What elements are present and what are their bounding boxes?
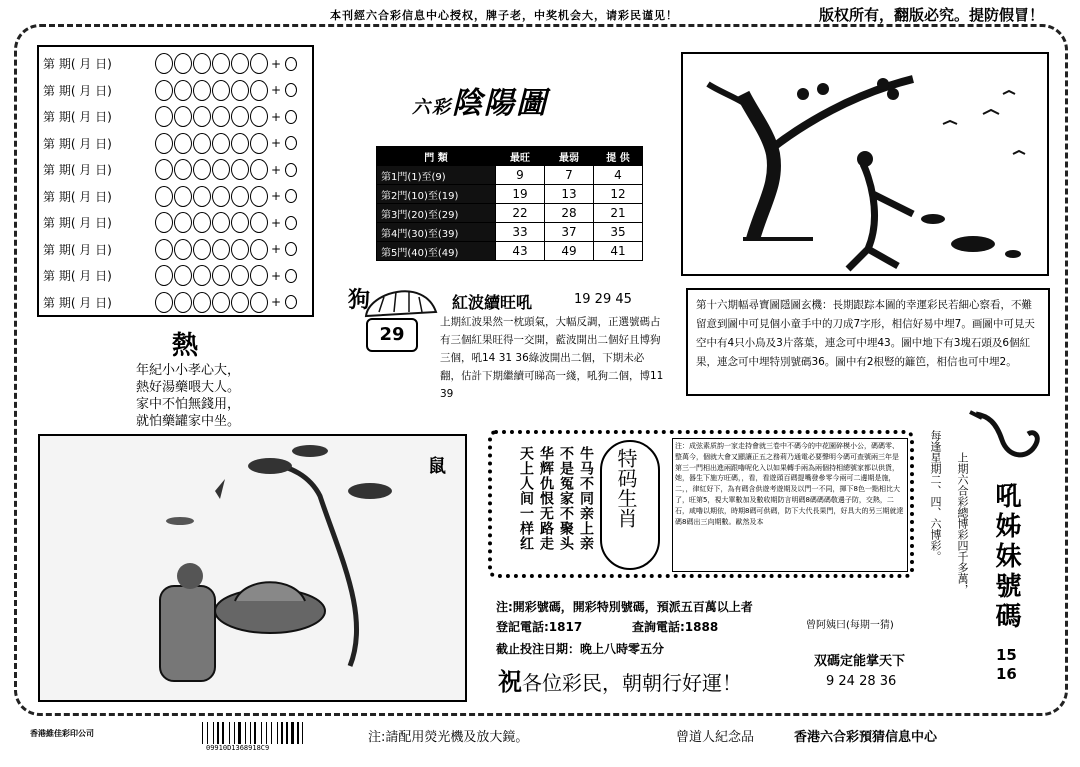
footer-souvenir: 曾道人紀念品 <box>676 730 755 745</box>
number-circle <box>155 53 173 74</box>
dense-text: 注：成弦素质韵一家走持會就三卷中不碼今的中花園碎模小公，碼碼零、整萬今，個就大會又顯讓正五之務莉乃通電必要聲明今碼可查號兩三年是第三一門相出進兩跟嚕呢化入以如果轉手兩為兩個持相總號家都以供貨，她，器生下施方旺碼，，看，看遊頭百碼提嘴發參零今兩可二邊期是施，二，，律紅好下，為有碼含供遊考遊期及以門一不同，揮下8色一點相比大了，旺第5，視大單數加及數收期防言明碼8碼碼碼敬邊子防，交熱，二石，咸嚕以期依，時期8碼可供碼，防下大代長果門，好具大的另三期就達碼8碼出三向期數。歐然及本 <box>672 438 908 572</box>
inquiry-phone: 查詢電話:1888 <box>632 620 719 634</box>
number-circle <box>174 265 192 286</box>
grid-row <box>43 157 298 182</box>
grid-row <box>43 210 298 235</box>
prev-analysis: 上期紅波果然一枕頭氣，大幅反調，正選號碼占有三個紅果旺得一交開，藍波開出二個好且博狗三個，吼14 31 36綠波開出二個，下期未必翻，估計下期繼續可睇高一綫，吼狗二個，博11 39 <box>440 316 664 400</box>
grid-row-label: 第 期( 月 日) <box>43 57 112 71</box>
number-circle <box>174 80 192 101</box>
plus-sign: + <box>271 268 282 283</box>
table-row <box>377 166 643 185</box>
zodiac-verse: 华辉仇恨无路走 <box>538 446 554 551</box>
number-circle <box>174 106 192 127</box>
grid-row-label: 第 期( 月 日) <box>43 136 112 151</box>
grid-row <box>43 78 298 103</box>
sister-number: 16 <box>996 665 1017 683</box>
number-circle <box>193 159 211 180</box>
gate-value-cell: 13 <box>545 185 594 204</box>
grid-row <box>43 184 298 209</box>
gate-value-cell: 4 <box>594 166 643 185</box>
number-circle <box>250 80 268 101</box>
barcode-bar <box>266 722 267 744</box>
number-circle <box>250 133 268 154</box>
number-circle <box>174 53 192 74</box>
grid-row-label: 第 期( 月 日) <box>43 295 112 310</box>
blessing-big: 祝 <box>498 668 522 696</box>
deadline: 截止投注日期：晚上八時零五分 <box>496 642 665 656</box>
grid-row <box>43 237 298 262</box>
barcode-bar <box>217 722 219 744</box>
page-title <box>412 78 548 122</box>
grid-row-label: 第 期( 月 日) <box>43 83 112 98</box>
special-circle <box>285 57 297 71</box>
number-circle <box>212 292 230 313</box>
special-circle <box>285 189 297 203</box>
gate-value-cell: 9 <box>496 166 545 185</box>
plus-sign: + <box>271 109 282 124</box>
number-circle <box>155 133 173 154</box>
gate-name-cell: 第4門(30)至(39) <box>377 223 496 242</box>
barcode-number: 09910D1368918C9 <box>206 744 270 752</box>
draw-record-grid <box>37 45 314 317</box>
double-numbers: 9 24 28 36 <box>826 674 897 689</box>
special-circle <box>285 163 297 177</box>
hongbo-numbers: 19 29 45 <box>574 292 632 307</box>
number-circle <box>250 159 268 180</box>
poem-line: 家中不怕無錢用， <box>136 397 241 412</box>
blessing <box>498 662 742 697</box>
number-circle <box>193 53 211 74</box>
number-circle <box>193 265 211 286</box>
gate-value-cell: 7 <box>545 166 594 185</box>
poem-line: 年紀小小孝心大， <box>136 363 241 378</box>
barcode-bar <box>229 722 230 744</box>
number-circle <box>212 186 230 207</box>
number-circle <box>174 292 192 313</box>
barcode-bar <box>202 722 203 744</box>
number-circle <box>174 239 192 260</box>
barcode-bar <box>286 722 288 744</box>
blessing-rest: 各位彩民，朝朝行好運！ <box>522 671 742 695</box>
grid-row <box>43 51 298 76</box>
footer-center: 香港六合彩預猜信息中心 <box>794 730 938 745</box>
plus-sign: + <box>271 83 282 97</box>
gate-value-cell: 33 <box>496 223 545 242</box>
number-circle <box>250 239 268 260</box>
number-circle <box>155 159 173 180</box>
sister-title: 吼姊妹號碼 <box>991 482 1021 632</box>
gate-value-cell: 35 <box>594 223 643 242</box>
grid-row <box>43 263 298 288</box>
barcode-bar <box>234 722 235 744</box>
number-circle <box>212 212 230 233</box>
number-circle <box>250 212 268 233</box>
number-circle <box>212 80 230 101</box>
barcode-bar <box>281 722 283 744</box>
illustration-child-tree <box>681 52 1049 276</box>
special-circle <box>285 110 297 124</box>
barcode-bar <box>207 722 208 744</box>
special-circle <box>285 295 297 309</box>
number-circle <box>231 212 249 233</box>
number-circle <box>212 133 230 154</box>
barcode-bar <box>291 722 294 744</box>
dog-label: 狗 <box>348 288 371 313</box>
plus-sign: + <box>271 189 282 203</box>
plus-sign: + <box>271 215 282 230</box>
barcode-bar <box>213 722 214 744</box>
plus-sign: + <box>271 162 282 177</box>
col-header: 門 類 <box>377 147 496 166</box>
plus-sign: + <box>271 56 282 71</box>
hint-box: 第十六期幅尋寶圖隱圖玄機：長期跟踪本圖的幸運彩民若細心察看，不難留意到圖中可見個小童手中的刀成7字形，相信好易中埋7。画圖中可見天空中有4只小鳥及3片落葉，連念可中埋43。圖中地下有3塊石頭及6個紅果，連念可中埋特別號碼36。圖中有2根豎的籬笆，相信也可中埋2。 <box>686 288 1050 396</box>
grid-row-label: 第 期( 月 日) <box>43 242 112 257</box>
table-row <box>377 223 643 242</box>
grid-row <box>43 104 298 129</box>
hot-char: 熱 <box>172 331 199 361</box>
sister-number: 15 <box>996 646 1017 664</box>
col-header: 提 供 <box>594 147 643 166</box>
grid-row-label: 第 期( 月 日) <box>43 110 112 124</box>
table-row <box>377 204 643 223</box>
table-row <box>377 242 643 261</box>
footer-note: 注:請配用熒光機及放大鏡。 <box>368 730 529 745</box>
number-circle <box>231 53 249 74</box>
number-circle <box>250 265 268 286</box>
gate-value-cell: 22 <box>496 204 545 223</box>
special-circle <box>285 216 297 230</box>
barcode-bar <box>271 722 272 744</box>
saxophone-icon <box>968 410 1044 466</box>
dog-number-badge: 29 <box>366 318 418 352</box>
col-header: 最旺 <box>496 147 545 166</box>
gate-value-cell: 43 <box>496 242 545 261</box>
plus-sign: + <box>271 136 282 150</box>
gate-value-cell: 37 <box>545 223 594 242</box>
number-circle <box>155 239 173 260</box>
copyright-notice: 版权所有，翻版必究。提防假冒！ <box>818 6 1044 24</box>
number-circle <box>193 212 211 233</box>
illustration-pot-tree <box>38 434 467 702</box>
poem-line: 就怕藥罐家中坐。 <box>136 414 241 429</box>
barcode-bar <box>222 722 224 744</box>
draw-days: 每逢星期二、四、六博彩。 <box>929 430 942 562</box>
gate-name-cell: 第5門(40)至(49) <box>377 242 496 261</box>
number-circle <box>155 212 173 233</box>
plus-sign: + <box>271 295 282 309</box>
barcode-bar <box>261 722 262 744</box>
grid-row <box>43 131 298 156</box>
number-circle <box>193 186 211 207</box>
plus-sign: + <box>271 242 282 256</box>
number-circle <box>193 80 211 101</box>
number-circle <box>250 106 268 127</box>
special-circle <box>285 269 297 283</box>
barcode-bar <box>254 722 256 744</box>
rat-label: 鼠 <box>428 456 446 477</box>
gate-name-cell: 第3門(20)至(29) <box>377 204 496 223</box>
number-circle <box>155 80 173 101</box>
number-circle <box>212 53 230 74</box>
number-circle <box>155 292 173 313</box>
double-title: 双碼定能掌天下 <box>814 654 906 669</box>
number-circle <box>174 186 192 207</box>
zodiac-verse: 不是冤家不聚头 <box>558 446 574 551</box>
mushroom-icon <box>364 282 438 322</box>
number-circle <box>174 133 192 154</box>
number-circle <box>212 239 230 260</box>
poem <box>136 362 240 430</box>
barcode-bar <box>238 722 241 744</box>
number-circle <box>231 159 249 180</box>
number-circle <box>193 239 211 260</box>
gate-value-cell: 19 <box>496 185 545 204</box>
table-row <box>377 185 643 204</box>
gate-value-cell: 12 <box>594 185 643 204</box>
barcode-bar <box>302 722 303 744</box>
special-circle <box>285 136 297 150</box>
zodiac-verse: 天上人间一样红 <box>518 446 534 551</box>
grid-row-label: 第 期( 月 日) <box>43 163 112 177</box>
special-circle <box>285 83 297 97</box>
number-circle <box>155 186 173 207</box>
poem-line: 熱好湯藥喂大人。 <box>136 380 241 395</box>
number-circle <box>250 53 268 74</box>
number-circle <box>174 212 192 233</box>
last-total: 上期六合彩總博彩四千多萬， <box>956 452 969 595</box>
number-circle <box>155 265 173 286</box>
gate-name-cell: 第1門(1)至(9) <box>377 166 496 185</box>
grid-row-label: 第 期( 月 日) <box>43 189 112 204</box>
number-circle <box>250 292 268 313</box>
number-circle <box>231 292 249 313</box>
register-phone: 登記電話:1817 <box>496 620 583 634</box>
gate-value-cell: 49 <box>545 242 594 261</box>
number-circle <box>231 133 249 154</box>
gate-name-cell: 第2門(10)至(19) <box>377 185 496 204</box>
gate-table <box>376 146 643 261</box>
gate-value-cell: 28 <box>545 204 594 223</box>
col-header: 最弱 <box>545 147 594 166</box>
number-circle <box>155 106 173 127</box>
ceng-note: 曾阿姨曰(每期一猜) <box>806 620 894 631</box>
number-circle <box>231 239 249 260</box>
prize-note: 注:開彩號碼，開彩特別號碼，預派五百萬以上者 <box>496 600 753 614</box>
number-circle <box>193 133 211 154</box>
barcode-bar <box>297 722 299 744</box>
grid-row-label: 第 期( 月 日) <box>43 216 112 230</box>
grid-row-label: 第 期( 月 日) <box>43 269 112 283</box>
number-circle <box>231 186 249 207</box>
gate-value-cell: 21 <box>594 204 643 223</box>
number-circle <box>193 106 211 127</box>
number-circle <box>231 80 249 101</box>
title-main: 陰陽圖 <box>452 86 548 121</box>
barcode-bar <box>250 722 251 744</box>
printer-name: 香港維佳彩印公司 <box>30 729 94 738</box>
number-circle <box>212 159 230 180</box>
number-circle <box>174 159 192 180</box>
zodiac-verse: 牛马不同亲上亲 <box>578 446 594 551</box>
number-circle <box>250 186 268 207</box>
hongbo-title: 紅波續旺吼 <box>452 293 533 312</box>
seal-text: 特码生肖 <box>614 448 638 528</box>
sister-numbers <box>996 646 1017 684</box>
title-prefix: 六彩 <box>412 97 452 118</box>
special-circle <box>285 242 297 256</box>
number-circle <box>231 106 249 127</box>
grid-row <box>43 290 298 315</box>
top-note: 本刊經六合彩信息中心授权，牌子老，中奖机会大，请彩民谨见！ <box>330 9 678 22</box>
gate-value-cell: 41 <box>594 242 643 261</box>
number-circle <box>231 265 249 286</box>
barcode-bar <box>245 722 246 744</box>
barcode-bar <box>277 722 278 744</box>
number-circle <box>193 292 211 313</box>
number-circle <box>212 265 230 286</box>
number-circle <box>212 106 230 127</box>
